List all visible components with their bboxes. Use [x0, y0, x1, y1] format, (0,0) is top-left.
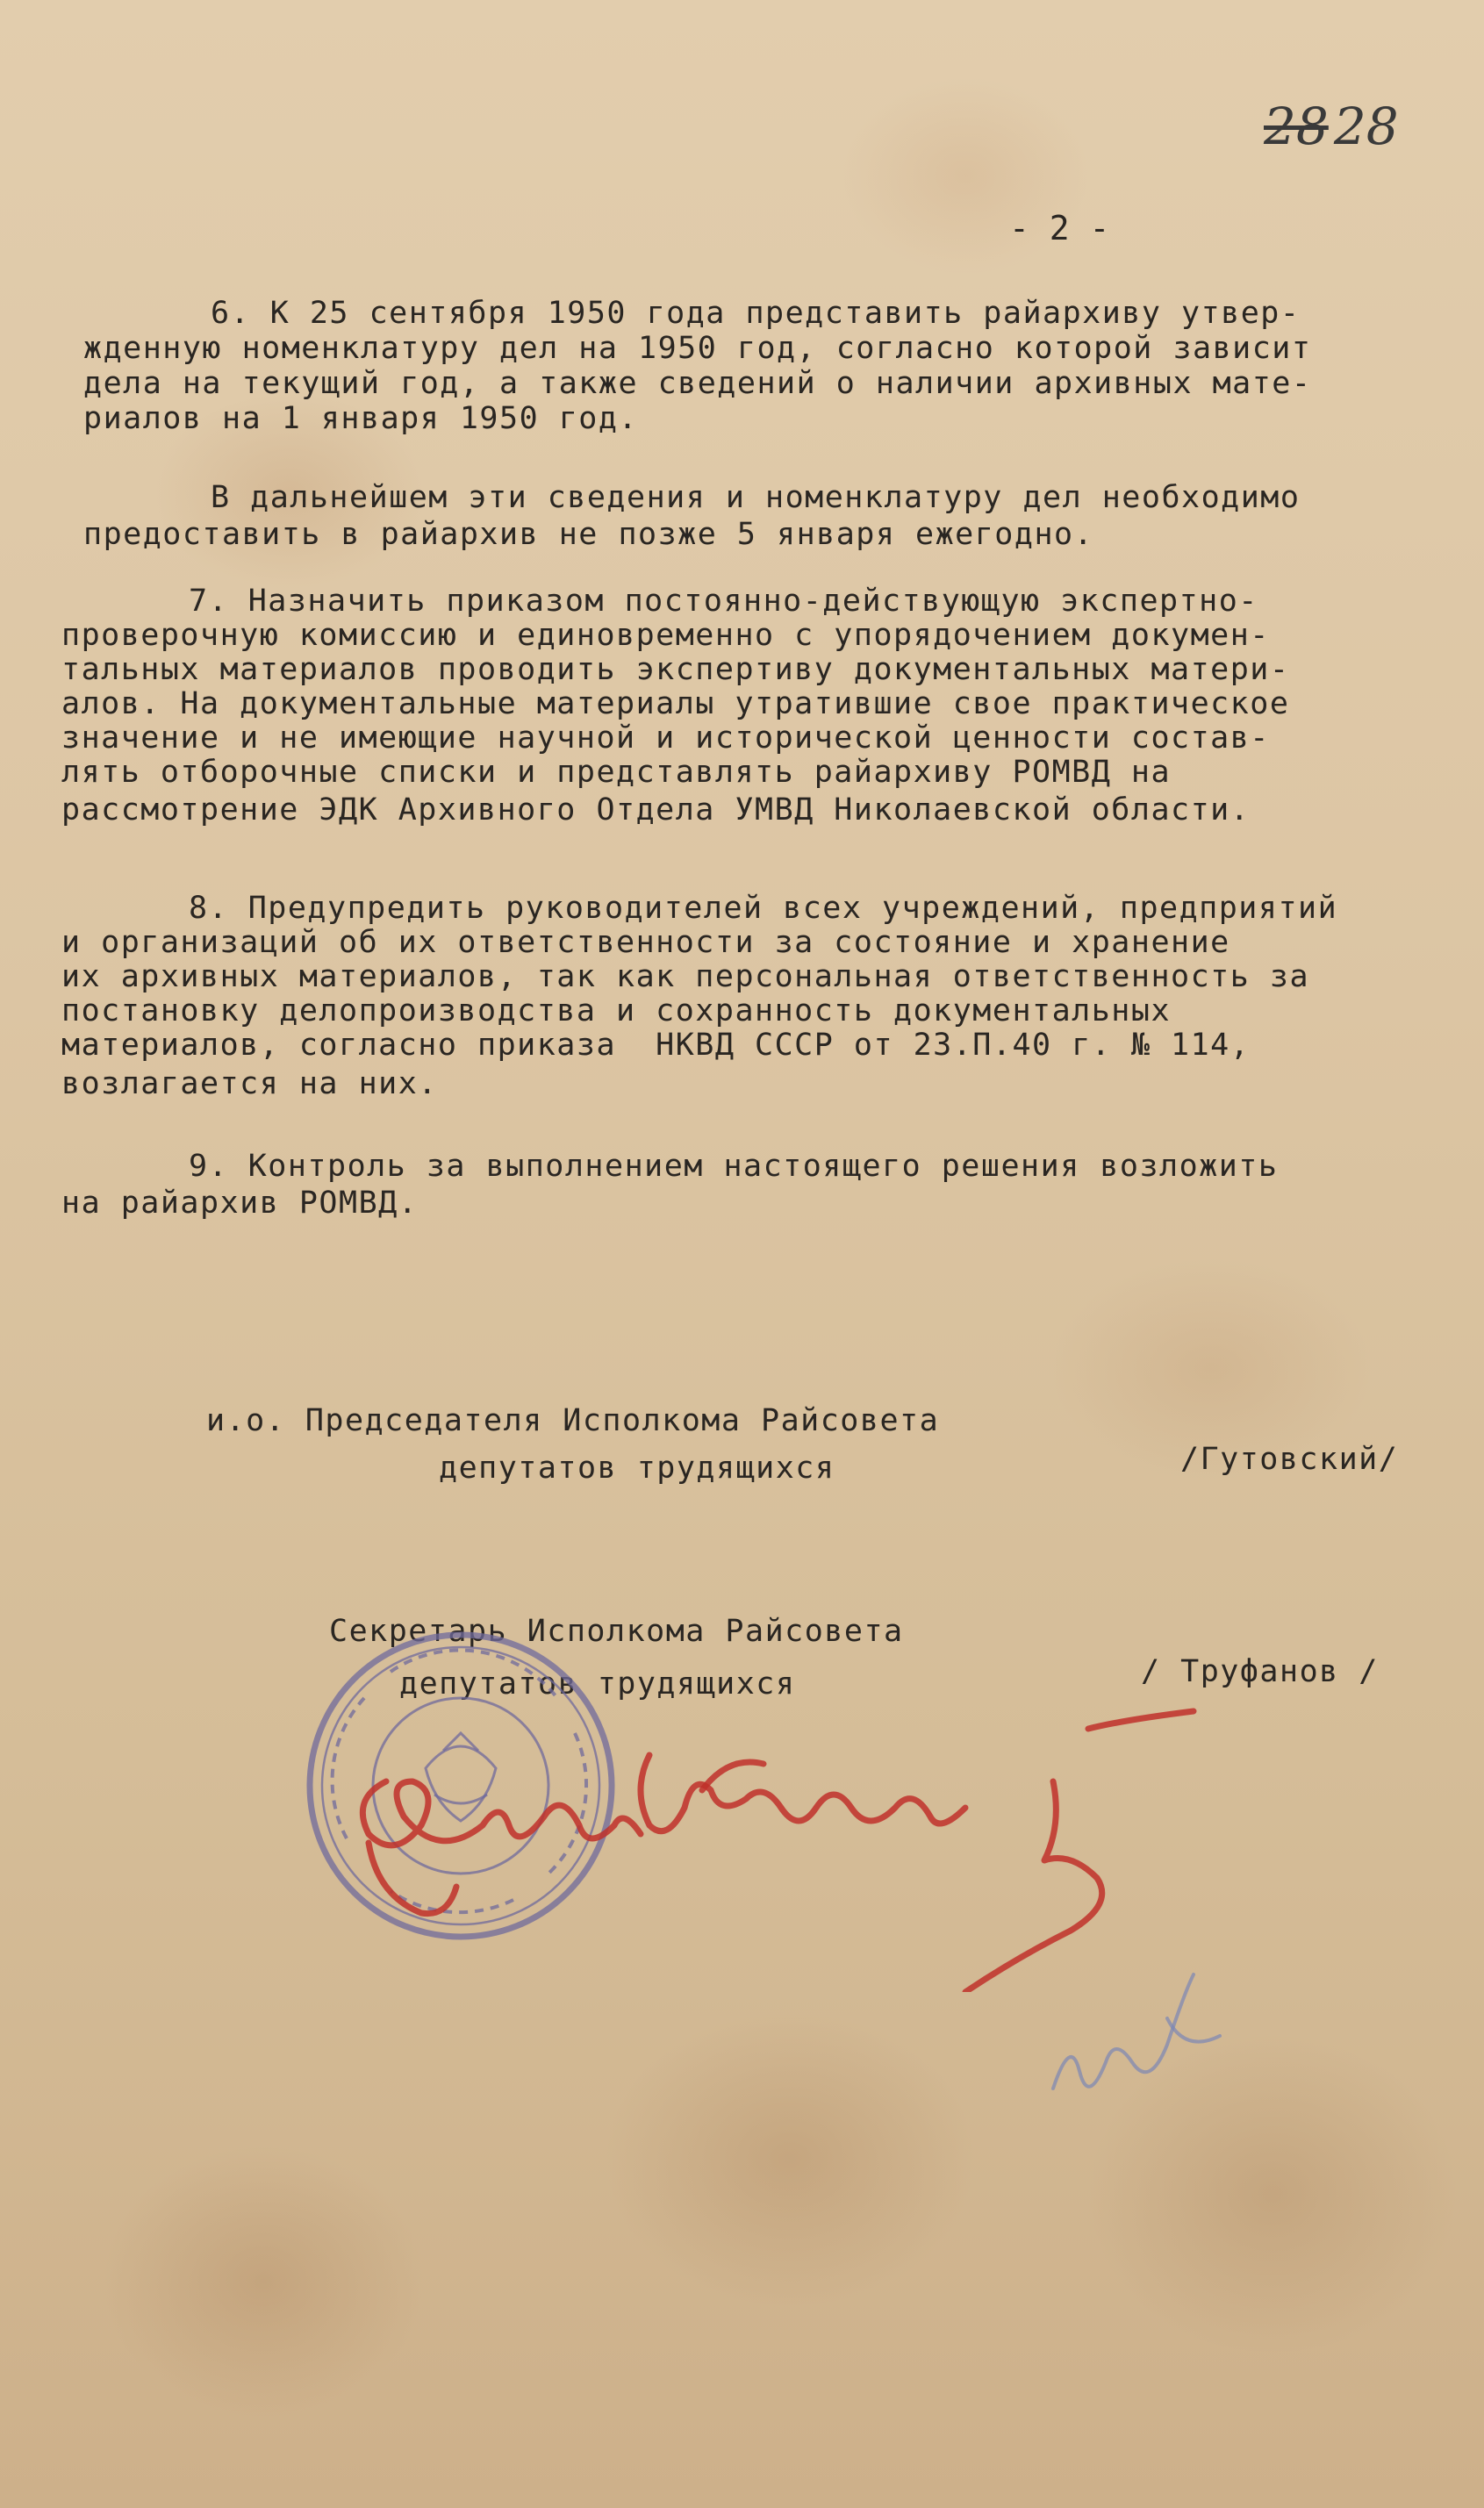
item-9-line-1: 9. Контроль за выполнением настоящего решения возложить [189, 1149, 1279, 1184]
chair-title-line-1: и.о. Председателя Исполкома Райсовета [206, 1403, 940, 1438]
item-7-line-6: лять отборочные списки и представлять райархиву РОМВД на [61, 755, 1172, 790]
secretary-name: / Труфанов / [1141, 1654, 1379, 1689]
item-6-line-1: 6. К 25 сентября 1950 года представить райархиву утвер- [211, 296, 1301, 331]
item-8-line-6: возлагается на них. [61, 1066, 438, 1101]
item-9-line-2: на райархив РОМВД. [61, 1186, 419, 1221]
item-7-line-7: рассмотрение ЭДК Архивного Отдела УМВД Николаевской области. [61, 792, 1251, 828]
item-8-line-2: и организаций об их ответственности за состояние и хранение [61, 925, 1230, 960]
item-6-line-2: жденную номенклатуру дел на 1950 год, согласно которой зависит [83, 331, 1312, 366]
secretary-title-line-2: депутатов трудящихся [399, 1666, 796, 1702]
chair-title-line-2: депутатов трудящихся [439, 1451, 835, 1486]
chair-name: /Гутовский/ [1180, 1442, 1399, 1477]
item-6b-line-2: предоставить в райархив не позже 5 января ежегодно. [83, 517, 1094, 552]
secretary-title-line-1: Секретарь Исполкома Райсовета [329, 1614, 904, 1649]
folio-struck-number: 28 [1264, 97, 1329, 156]
page-number: - 2 - [1009, 209, 1110, 247]
item-7-line-3: тальных материалов проводить экспертиву документальных матери- [61, 652, 1290, 687]
item-6b-line-1: В дальнейшем эти сведения и номенклатуру дел необходимо [211, 480, 1301, 515]
item-8-line-1: 8. Предупредить руководителей всех учреждений, предприятий [189, 891, 1338, 926]
item-7-line-2: проверочную комиссию и единовременно с упорядочением докумен- [61, 618, 1270, 653]
item-7-line-5: значение и не имеющие научной и исторической ценности состав- [61, 720, 1270, 756]
folio-number [1264, 97, 1466, 176]
item-7-line-1: 7. Назначить приказом постоянно-действующую экспертно- [189, 584, 1258, 619]
item-8-line-4: постановку делопроизводства и сохранность документальных [61, 993, 1172, 1028]
item-6-line-3: дела на текущий год, а также сведений о наличии архивных мате- [83, 366, 1312, 401]
item-6-line-4: риалов на 1 января 1950 год. [83, 401, 639, 436]
folio-current-number: 28 [1333, 97, 1399, 156]
item-7-line-4: алов. На документальные материалы утратившие свое практическое [61, 686, 1290, 721]
blue-pencil-initials [1036, 1966, 1246, 2115]
item-8-line-3: их архивных материалов, так как персональная ответственность за [61, 959, 1310, 994]
item-8-line-5: материалов, согласно приказа НКВД СССР от 23.П.40 г. № 114, [61, 1028, 1251, 1063]
official-seal-stamp [294, 1619, 627, 1953]
